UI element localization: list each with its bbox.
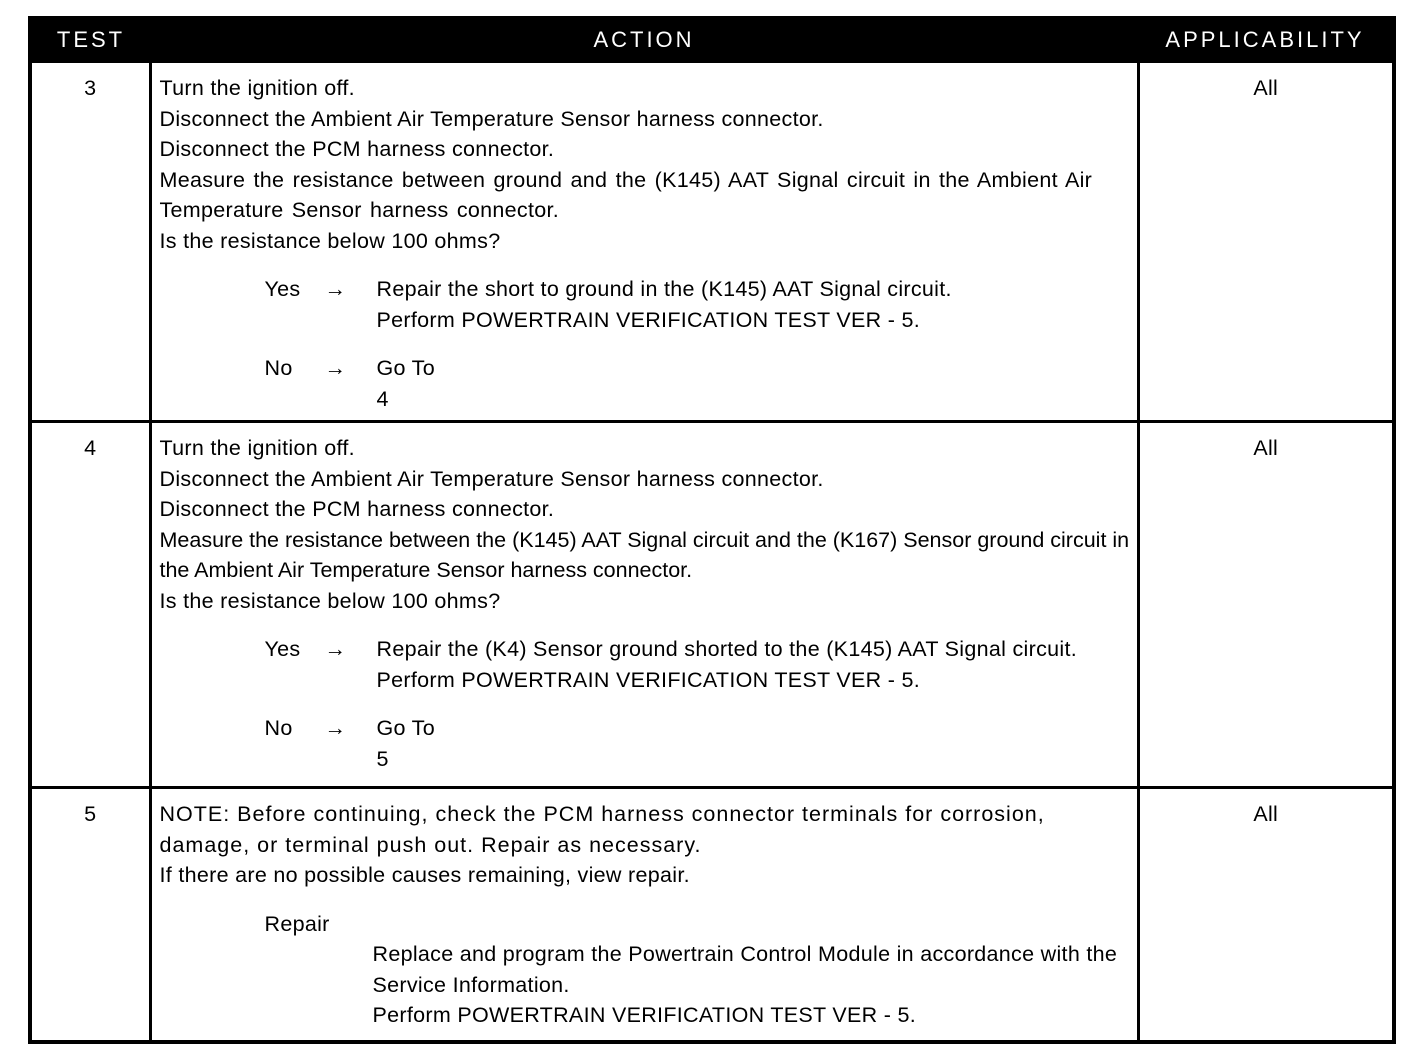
test-action [150,422,1138,788]
repair-line: Perform POWERTRAIN VERIFICATION TEST VER - 5. [372,1003,917,1027]
goto-target-link[interactable]: 5 [376,746,389,771]
test-row-3 [30,62,1394,422]
applicability-value: All [1138,422,1394,788]
no-instructions [377,713,1131,774]
no-result [265,353,1131,414]
action-step: Disconnect the PCM harness connector. [159,137,555,161]
goto-text: Go To [376,356,435,380]
test-number: 4 [30,422,150,788]
yes-result [265,634,1131,695]
test-action [150,62,1138,422]
yes-label: Yes [264,637,301,661]
action-step: Is the resistance below 100 ohms? [159,588,501,613]
test-row-5 [30,788,1394,1042]
yes-instructions [377,634,1131,695]
right-arrow-icon: → [324,356,347,380]
yes-label: Yes [264,277,301,301]
applicability-value: All [1138,62,1394,422]
test-number: 3 [30,62,150,422]
table-header [30,18,1394,62]
yes-line: Repair the short to ground in the (K145) AAT Signal circuit. [376,277,952,301]
no-result [265,713,1131,774]
right-arrow-icon: → [324,716,347,740]
repair-line: Replace and program the Powertrain Control Module in accordance with the Service Information. [372,942,1118,997]
applicability-value: All [1138,788,1394,1042]
diagnostic-test-table [28,16,1396,1044]
test-number: 5 [30,788,150,1042]
action-step: Is the resistance below 100 ohms? [159,228,501,253]
yes-line: Repair the (K4) Sensor ground shorted to the (K145) AAT Signal circuit. [376,637,1078,661]
goto-target-link[interactable]: 4 [376,386,389,411]
yes-line: Perform POWERTRAIN VERIFICATION TEST VER - 5. [376,667,921,692]
test-row-4 [30,422,1394,788]
no-label: No [264,716,293,740]
repair-label: Repair [264,911,330,936]
header-action: ACTION [150,18,1138,62]
no-instructions [377,353,1131,414]
action-step: Disconnect the Ambient Air Temperature Sensor harness connector. [159,466,824,491]
repair-instructions [373,939,1131,1031]
yes-result [265,274,1131,335]
action-step: Turn the ignition off. [159,436,355,460]
action-step: If there are no possible causes remaining, view repair. [159,863,690,887]
header-test: TEST [30,18,150,62]
action-step: Measure the resistance between the (K145) AAT Signal circuit and the (K167) Sensor ground circuit in the Ambient Air Temperature Sensor harness connector. [159,527,1130,582]
note-text: NOTE: Before continuing, check the PCM harness connector terminals for corrosion, damage, or terminal push out. Repair as necessary. [159,802,1045,857]
action-step: Disconnect the PCM harness connector. [159,497,555,521]
repair-section [265,909,1131,1031]
yes-instructions [377,274,1131,335]
no-label: No [264,356,293,380]
yes-line: Perform POWERTRAIN VERIFICATION TEST VER - 5. [376,307,921,332]
test-action [150,788,1138,1042]
action-step: Disconnect the Ambient Air Temperature Sensor harness connector. [159,106,824,131]
header-applicability: APPLICABILITY [1138,18,1394,62]
goto-text: Go To [376,716,435,740]
right-arrow-icon: → [324,277,347,301]
action-step: Turn the ignition off. [159,76,355,100]
right-arrow-icon: → [324,637,347,661]
action-step: Measure the resistance between ground and the (K145) AAT Signal circuit in the Ambient Air Temperature Sensor harness connector. [159,167,1093,222]
